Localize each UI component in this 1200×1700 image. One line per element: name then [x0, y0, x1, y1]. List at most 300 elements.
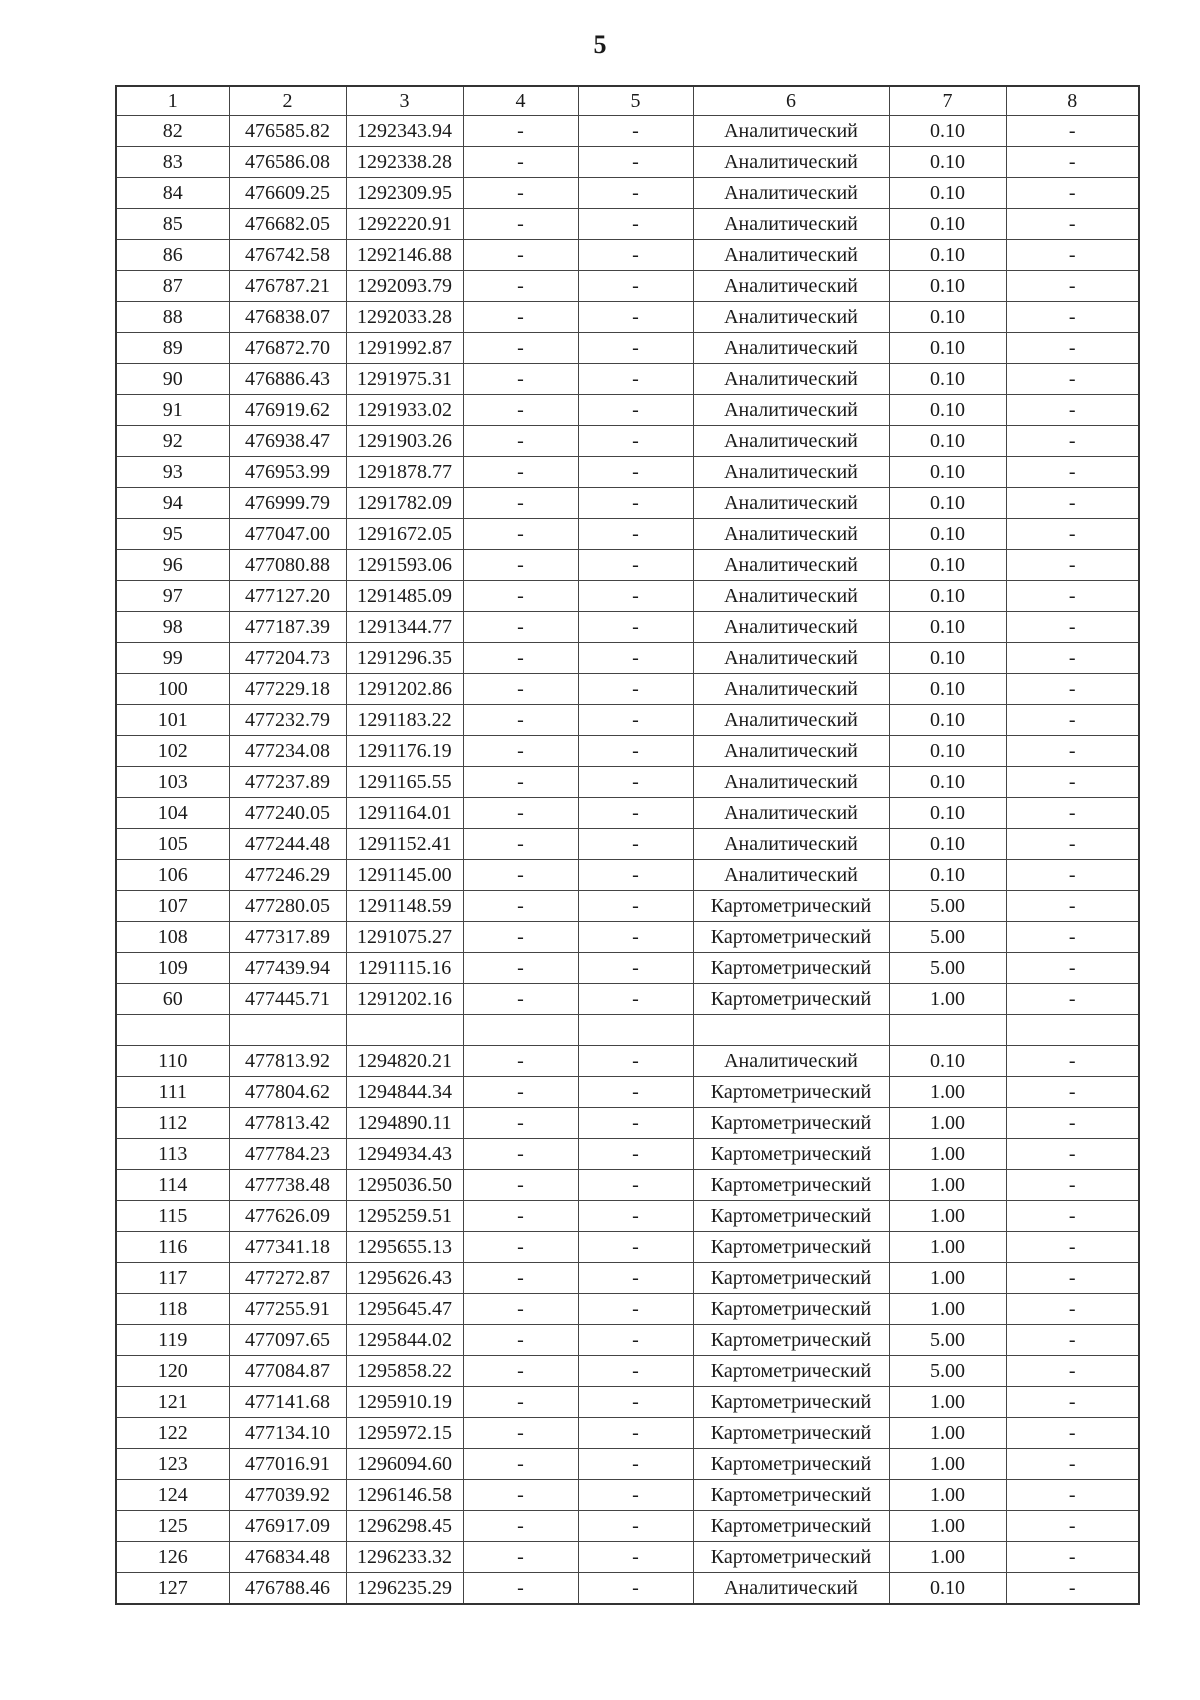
table-row — [116, 178, 1139, 209]
accuracy-cell: 1.00 — [889, 1387, 1006, 1418]
coordinate-y-cell: 1291202.86 — [346, 674, 463, 705]
method-cell: Аналитический — [693, 612, 889, 643]
table-row — [116, 1139, 1139, 1170]
coordinate-y-cell: 1294934.43 — [346, 1139, 463, 1170]
method-cell: Картометрический — [693, 1418, 889, 1449]
coordinate-y-cell: 1294820.21 — [346, 1046, 463, 1077]
point-number-cell: 83 — [116, 147, 229, 178]
coordinate-x-cell: 477237.89 — [229, 767, 346, 798]
col-8-value-cell: - — [1006, 302, 1139, 333]
coordinate-x-cell: 477016.91 — [229, 1449, 346, 1480]
point-number-cell: 97 — [116, 581, 229, 612]
table-row — [116, 984, 1139, 1015]
col-8-value-cell: - — [1006, 1139, 1139, 1170]
coordinate-x-cell: 477141.68 — [229, 1387, 346, 1418]
col-4-value-cell: - — [463, 736, 578, 767]
col-8-value-cell: - — [1006, 767, 1139, 798]
table-row — [116, 1511, 1139, 1542]
method-cell: Картометрический — [693, 1201, 889, 1232]
col-8-value-cell: - — [1006, 1480, 1139, 1511]
accuracy-cell: 0.10 — [889, 860, 1006, 891]
coordinate-y-cell: 1291878.77 — [346, 457, 463, 488]
table-row — [116, 550, 1139, 581]
point-number-cell: 103 — [116, 767, 229, 798]
coordinate-y-cell: 1292309.95 — [346, 178, 463, 209]
accuracy-cell: 0.10 — [889, 147, 1006, 178]
col-5-value-cell: - — [578, 1232, 693, 1263]
col-8-value-cell: - — [1006, 829, 1139, 860]
coordinate-y-cell: 1291485.09 — [346, 581, 463, 612]
table-row — [116, 643, 1139, 674]
accuracy-cell: 0.10 — [889, 178, 1006, 209]
column-header: 2 — [229, 86, 346, 116]
col-8-value-cell: - — [1006, 1418, 1139, 1449]
accuracy-cell: 0.10 — [889, 488, 1006, 519]
table-row — [116, 1201, 1139, 1232]
table-body — [116, 116, 1139, 1605]
table-row — [116, 1480, 1139, 1511]
col-5-value-cell: - — [578, 1077, 693, 1108]
coordinate-x-cell: 477097.65 — [229, 1325, 346, 1356]
coordinate-y-cell: 1291672.05 — [346, 519, 463, 550]
col-4-value-cell: - — [463, 271, 578, 302]
table-row — [116, 922, 1139, 953]
point-number-cell: 117 — [116, 1263, 229, 1294]
table-row — [116, 1387, 1139, 1418]
col-8-value-cell: - — [1006, 1232, 1139, 1263]
point-number-cell: 104 — [116, 798, 229, 829]
table-row — [116, 116, 1139, 147]
coordinate-y-cell: 1296146.58 — [346, 1480, 463, 1511]
coordinate-y-cell: 1291202.16 — [346, 984, 463, 1015]
col-4-value-cell: - — [463, 1449, 578, 1480]
coordinate-y-cell: 1291148.59 — [346, 891, 463, 922]
col-8-value-cell: - — [1006, 1201, 1139, 1232]
table-row — [116, 209, 1139, 240]
table-row — [116, 736, 1139, 767]
coordinate-y-cell: 1291176.19 — [346, 736, 463, 767]
table-row — [116, 705, 1139, 736]
point-number-cell: 115 — [116, 1201, 229, 1232]
accuracy-cell: 0.10 — [889, 550, 1006, 581]
col-8-value-cell: - — [1006, 1573, 1139, 1605]
coordinate-y-cell: 1296235.29 — [346, 1573, 463, 1605]
coordinate-x-cell: 476609.25 — [229, 178, 346, 209]
coordinate-y-cell: 1291933.02 — [346, 395, 463, 426]
point-number-cell: 96 — [116, 550, 229, 581]
table-row — [116, 674, 1139, 705]
coordinate-x-cell: 476788.46 — [229, 1573, 346, 1605]
coordinate-x-cell: 477080.88 — [229, 550, 346, 581]
col-5-value-cell: - — [578, 643, 693, 674]
point-number-cell: 86 — [116, 240, 229, 271]
coordinate-y-cell: 1296233.32 — [346, 1542, 463, 1573]
col-8-value-cell — [1006, 1015, 1139, 1046]
col-4-value-cell: - — [463, 550, 578, 581]
coordinate-y-cell: 1295645.47 — [346, 1294, 463, 1325]
point-number-cell: 122 — [116, 1418, 229, 1449]
table-row — [116, 426, 1139, 457]
col-8-value-cell: - — [1006, 643, 1139, 674]
col-8-value-cell: - — [1006, 457, 1139, 488]
accuracy-cell: 1.00 — [889, 984, 1006, 1015]
col-4-value-cell: - — [463, 178, 578, 209]
col-5-value-cell: - — [578, 1201, 693, 1232]
col-4-value-cell: - — [463, 1077, 578, 1108]
method-cell: Аналитический — [693, 1046, 889, 1077]
coordinate-y-cell: 1291992.87 — [346, 333, 463, 364]
coordinates-table — [115, 85, 1140, 1605]
table-row — [116, 1077, 1139, 1108]
method-cell: Картометрический — [693, 1542, 889, 1573]
coordinate-x-cell: 477229.18 — [229, 674, 346, 705]
col-4-value-cell: - — [463, 798, 578, 829]
coordinate-x-cell: 477626.09 — [229, 1201, 346, 1232]
col-8-value-cell: - — [1006, 860, 1139, 891]
point-number-cell: 93 — [116, 457, 229, 488]
col-4-value-cell: - — [463, 302, 578, 333]
point-number-cell: 121 — [116, 1387, 229, 1418]
method-cell: Картометрический — [693, 1511, 889, 1542]
col-5-value-cell: - — [578, 147, 693, 178]
coordinate-y-cell: 1291165.55 — [346, 767, 463, 798]
coordinate-x-cell: 476872.70 — [229, 333, 346, 364]
point-number-cell: 99 — [116, 643, 229, 674]
col-5-value-cell: - — [578, 829, 693, 860]
accuracy-cell: 1.00 — [889, 1108, 1006, 1139]
col-5-value-cell: - — [578, 1263, 693, 1294]
col-4-value-cell: - — [463, 426, 578, 457]
coordinate-y-cell: 1291145.00 — [346, 860, 463, 891]
accuracy-cell: 1.00 — [889, 1263, 1006, 1294]
col-4-value-cell: - — [463, 922, 578, 953]
table-row — [116, 302, 1139, 333]
coordinate-y-cell: 1295844.02 — [346, 1325, 463, 1356]
coordinate-y-cell: 1295259.51 — [346, 1201, 463, 1232]
col-5-value-cell: - — [578, 767, 693, 798]
table-row — [116, 953, 1139, 984]
col-8-value-cell: - — [1006, 1077, 1139, 1108]
accuracy-cell: 1.00 — [889, 1480, 1006, 1511]
method-cell: Аналитический — [693, 767, 889, 798]
point-number-cell: 118 — [116, 1294, 229, 1325]
accuracy-cell: 0.10 — [889, 426, 1006, 457]
col-5-value-cell: - — [578, 302, 693, 333]
accuracy-cell: 0.10 — [889, 705, 1006, 736]
col-5-value-cell: - — [578, 116, 693, 147]
table-row — [116, 798, 1139, 829]
col-8-value-cell: - — [1006, 1294, 1139, 1325]
accuracy-cell — [889, 1015, 1006, 1046]
col-8-value-cell: - — [1006, 1325, 1139, 1356]
col-8-value-cell: - — [1006, 209, 1139, 240]
col-5-value-cell: - — [578, 1511, 693, 1542]
coordinate-x-cell: 476938.47 — [229, 426, 346, 457]
col-8-value-cell: - — [1006, 178, 1139, 209]
col-4-value-cell: - — [463, 209, 578, 240]
col-8-value-cell: - — [1006, 705, 1139, 736]
col-5-value-cell: - — [578, 1387, 693, 1418]
point-number-cell: 114 — [116, 1170, 229, 1201]
method-cell: Аналитический — [693, 643, 889, 674]
column-header: 4 — [463, 86, 578, 116]
col-8-value-cell: - — [1006, 1387, 1139, 1418]
table-row — [116, 1542, 1139, 1573]
col-4-value-cell: - — [463, 1294, 578, 1325]
col-4-value-cell: - — [463, 116, 578, 147]
accuracy-cell: 5.00 — [889, 922, 1006, 953]
accuracy-cell: 5.00 — [889, 1356, 1006, 1387]
col-5-value-cell: - — [578, 364, 693, 395]
coordinate-x-cell: 477187.39 — [229, 612, 346, 643]
column-header: 5 — [578, 86, 693, 116]
col-5-value-cell: - — [578, 209, 693, 240]
accuracy-cell: 0.10 — [889, 798, 1006, 829]
coordinate-x-cell: 476999.79 — [229, 488, 346, 519]
coordinate-x-cell: 476787.21 — [229, 271, 346, 302]
col-4-value-cell: - — [463, 240, 578, 271]
coordinate-y-cell — [346, 1015, 463, 1046]
accuracy-cell: 0.10 — [889, 581, 1006, 612]
accuracy-cell: 0.10 — [889, 1046, 1006, 1077]
method-cell: Аналитический — [693, 147, 889, 178]
col-8-value-cell: - — [1006, 1449, 1139, 1480]
coordinate-y-cell: 1291164.01 — [346, 798, 463, 829]
table-row — [116, 1046, 1139, 1077]
method-cell: Аналитический — [693, 550, 889, 581]
accuracy-cell: 0.10 — [889, 364, 1006, 395]
col-8-value-cell: - — [1006, 395, 1139, 426]
table-row — [116, 581, 1139, 612]
accuracy-cell: 0.10 — [889, 674, 1006, 705]
col-5-value-cell: - — [578, 1480, 693, 1511]
point-number-cell: 109 — [116, 953, 229, 984]
coordinate-y-cell: 1291075.27 — [346, 922, 463, 953]
coordinate-x-cell: 477246.29 — [229, 860, 346, 891]
col-5-value-cell: - — [578, 1139, 693, 1170]
col-5-value-cell: - — [578, 1542, 693, 1573]
col-4-value-cell: - — [463, 364, 578, 395]
col-4-value-cell: - — [463, 953, 578, 984]
method-cell: Картометрический — [693, 1170, 889, 1201]
col-4-value-cell: - — [463, 1325, 578, 1356]
col-8-value-cell: - — [1006, 147, 1139, 178]
col-8-value-cell: - — [1006, 1511, 1139, 1542]
method-cell: Аналитический — [693, 488, 889, 519]
col-4-value-cell: - — [463, 1542, 578, 1573]
method-cell: Картометрический — [693, 922, 889, 953]
method-cell: Аналитический — [693, 426, 889, 457]
col-4-value-cell: - — [463, 1263, 578, 1294]
col-4-value-cell: - — [463, 581, 578, 612]
col-5-value-cell: - — [578, 891, 693, 922]
coordinate-y-cell: 1291183.22 — [346, 705, 463, 736]
col-8-value-cell: - — [1006, 674, 1139, 705]
accuracy-cell: 1.00 — [889, 1542, 1006, 1573]
accuracy-cell: 0.10 — [889, 519, 1006, 550]
col-8-value-cell: - — [1006, 1263, 1139, 1294]
method-cell: Картометрический — [693, 1139, 889, 1170]
col-5-value-cell: - — [578, 922, 693, 953]
accuracy-cell: 0.10 — [889, 643, 1006, 674]
column-header: 8 — [1006, 86, 1139, 116]
method-cell: Аналитический — [693, 116, 889, 147]
coordinate-y-cell: 1292220.91 — [346, 209, 463, 240]
table-row — [116, 767, 1139, 798]
col-4-value-cell: - — [463, 1046, 578, 1077]
accuracy-cell: 1.00 — [889, 1511, 1006, 1542]
col-8-value-cell: - — [1006, 519, 1139, 550]
coordinate-y-cell: 1291152.41 — [346, 829, 463, 860]
table-row — [116, 1418, 1139, 1449]
col-4-value-cell: - — [463, 147, 578, 178]
accuracy-cell: 1.00 — [889, 1449, 1006, 1480]
table-row — [116, 457, 1139, 488]
col-4-value-cell: - — [463, 1139, 578, 1170]
accuracy-cell: 1.00 — [889, 1232, 1006, 1263]
coordinate-y-cell: 1291903.26 — [346, 426, 463, 457]
page-number: 5 — [593, 30, 607, 59]
accuracy-cell: 1.00 — [889, 1139, 1006, 1170]
col-8-value-cell: - — [1006, 1542, 1139, 1573]
col-4-value-cell: - — [463, 395, 578, 426]
method-cell: Картометрический — [693, 1480, 889, 1511]
accuracy-cell: 1.00 — [889, 1418, 1006, 1449]
coordinate-x-cell: 477240.05 — [229, 798, 346, 829]
point-number-cell: 90 — [116, 364, 229, 395]
col-5-value-cell: - — [578, 457, 693, 488]
accuracy-cell: 0.10 — [889, 1573, 1006, 1605]
col-5-value-cell: - — [578, 705, 693, 736]
point-number-cell: 119 — [116, 1325, 229, 1356]
coordinate-x-cell: 477445.71 — [229, 984, 346, 1015]
table-row — [116, 240, 1139, 271]
col-5-value-cell: - — [578, 178, 693, 209]
point-number-cell: 106 — [116, 860, 229, 891]
coordinate-x-cell: 477341.18 — [229, 1232, 346, 1263]
coordinate-y-cell: 1295910.19 — [346, 1387, 463, 1418]
method-cell: Картометрический — [693, 1325, 889, 1356]
col-5-value-cell: - — [578, 953, 693, 984]
col-4-value-cell: - — [463, 1170, 578, 1201]
method-cell: Аналитический — [693, 333, 889, 364]
col-5-value-cell: - — [578, 395, 693, 426]
coordinate-y-cell: 1292146.88 — [346, 240, 463, 271]
table-row — [116, 519, 1139, 550]
accuracy-cell: 0.10 — [889, 767, 1006, 798]
method-cell: Аналитический — [693, 581, 889, 612]
coordinate-x-cell: 477317.89 — [229, 922, 346, 953]
table-row — [116, 860, 1139, 891]
coordinate-y-cell: 1292338.28 — [346, 147, 463, 178]
coordinate-x-cell: 477232.79 — [229, 705, 346, 736]
table-row — [116, 147, 1139, 178]
table-row — [116, 1108, 1139, 1139]
method-cell: Картометрический — [693, 1077, 889, 1108]
coordinate-y-cell: 1295626.43 — [346, 1263, 463, 1294]
coordinate-y-cell: 1294844.34 — [346, 1077, 463, 1108]
method-cell: Картометрический — [693, 953, 889, 984]
table-row — [116, 1356, 1139, 1387]
method-cell: Картометрический — [693, 1263, 889, 1294]
method-cell: Аналитический — [693, 209, 889, 240]
accuracy-cell: 1.00 — [889, 1294, 1006, 1325]
col-8-value-cell: - — [1006, 550, 1139, 581]
method-cell: Аналитический — [693, 395, 889, 426]
accuracy-cell: 5.00 — [889, 1325, 1006, 1356]
method-cell: Аналитический — [693, 736, 889, 767]
col-8-value-cell: - — [1006, 333, 1139, 364]
coordinate-y-cell: 1294890.11 — [346, 1108, 463, 1139]
col-8-value-cell: - — [1006, 736, 1139, 767]
coordinate-y-cell: 1291115.16 — [346, 953, 463, 984]
point-number-cell: 124 — [116, 1480, 229, 1511]
column-header: 7 — [889, 86, 1006, 116]
method-cell: Аналитический — [693, 860, 889, 891]
col-8-value-cell: - — [1006, 612, 1139, 643]
method-cell: Аналитический — [693, 705, 889, 736]
table-header-row — [116, 86, 1139, 116]
coordinate-x-cell — [229, 1015, 346, 1046]
method-cell: Картометрический — [693, 1294, 889, 1325]
method-cell: Картометрический — [693, 1356, 889, 1387]
coordinate-x-cell: 477047.00 — [229, 519, 346, 550]
col-4-value-cell: - — [463, 1108, 578, 1139]
point-number-cell: 98 — [116, 612, 229, 643]
coordinate-x-cell: 477813.42 — [229, 1108, 346, 1139]
col-5-value-cell: - — [578, 581, 693, 612]
col-4-value-cell: - — [463, 1480, 578, 1511]
col-5-value-cell: - — [578, 1325, 693, 1356]
col-4-value-cell: - — [463, 457, 578, 488]
col-4-value-cell: - — [463, 829, 578, 860]
method-cell: Аналитический — [693, 178, 889, 209]
col-4-value-cell: - — [463, 1232, 578, 1263]
col-8-value-cell: - — [1006, 488, 1139, 519]
point-number-cell: 127 — [116, 1573, 229, 1605]
column-header: 6 — [693, 86, 889, 116]
column-header: 3 — [346, 86, 463, 116]
coordinate-y-cell: 1291344.77 — [346, 612, 463, 643]
table-row — [116, 364, 1139, 395]
coordinate-y-cell: 1291975.31 — [346, 364, 463, 395]
point-number-cell: 108 — [116, 922, 229, 953]
accuracy-cell: 0.10 — [889, 209, 1006, 240]
coordinate-y-cell: 1292093.79 — [346, 271, 463, 302]
col-5-value-cell: - — [578, 426, 693, 457]
table-row — [116, 1170, 1139, 1201]
point-number-cell: 110 — [116, 1046, 229, 1077]
method-cell: Аналитический — [693, 302, 889, 333]
accuracy-cell: 1.00 — [889, 1201, 1006, 1232]
coordinate-x-cell: 476586.08 — [229, 147, 346, 178]
table-row — [116, 1015, 1139, 1046]
col-5-value-cell: - — [578, 1170, 693, 1201]
coordinate-x-cell: 477039.92 — [229, 1480, 346, 1511]
col-8-value-cell: - — [1006, 798, 1139, 829]
col-8-value-cell: - — [1006, 1046, 1139, 1077]
coordinate-x-cell: 477813.92 — [229, 1046, 346, 1077]
col-4-value-cell: - — [463, 488, 578, 519]
col-8-value-cell: - — [1006, 891, 1139, 922]
accuracy-cell: 5.00 — [889, 953, 1006, 984]
col-4-value-cell: - — [463, 1511, 578, 1542]
coordinate-x-cell: 477738.48 — [229, 1170, 346, 1201]
table-row — [116, 488, 1139, 519]
point-number-cell: 123 — [116, 1449, 229, 1480]
col-8-value-cell: - — [1006, 271, 1139, 302]
coordinate-x-cell: 477134.10 — [229, 1418, 346, 1449]
